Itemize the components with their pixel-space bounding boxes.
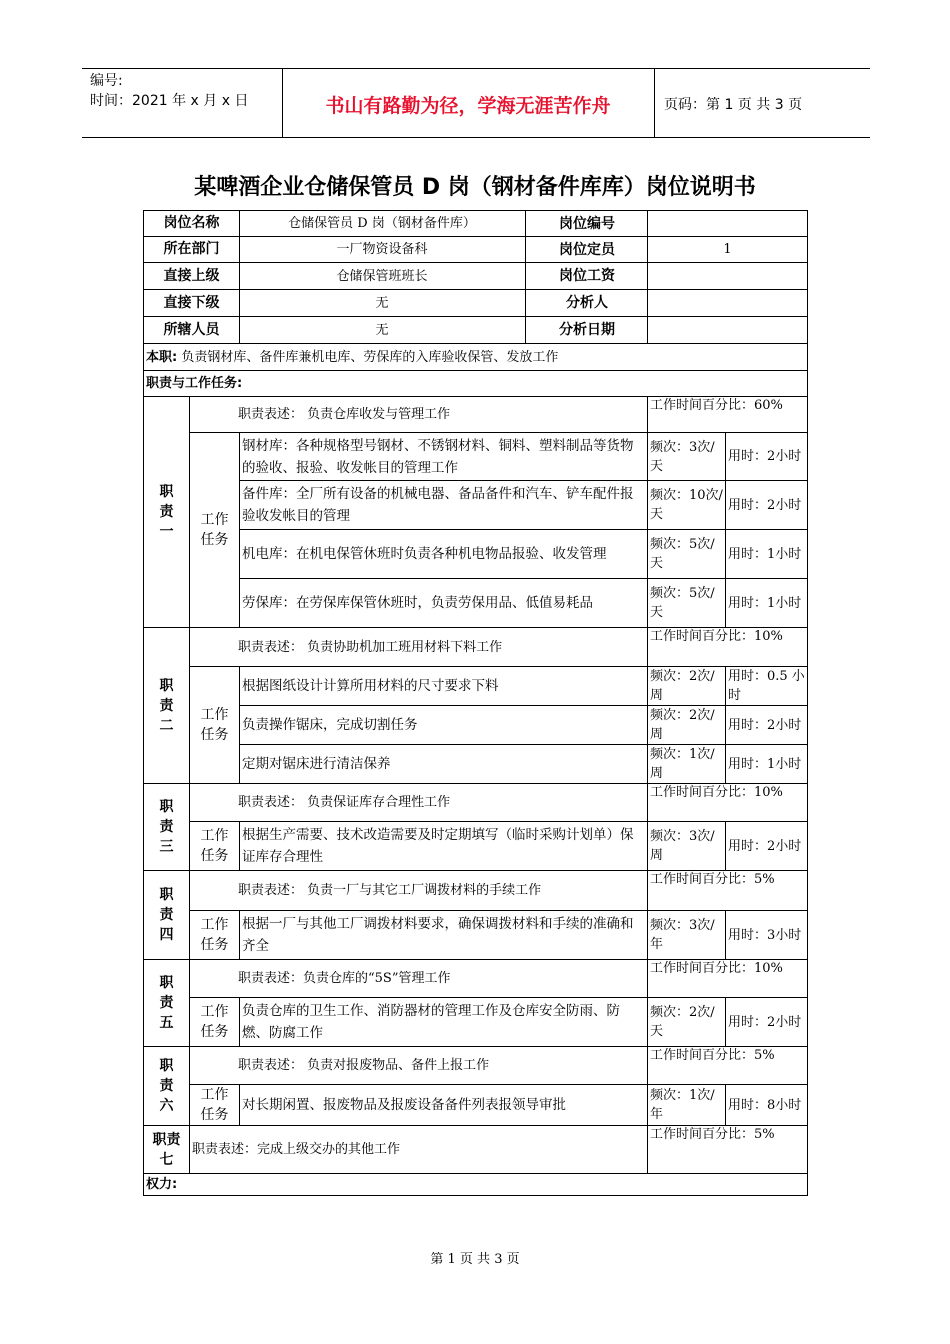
duties-header: 职责与工作任务: — [144, 371, 808, 397]
info-value: 无 — [375, 295, 389, 311]
duty-desc — [190, 1126, 648, 1174]
info-row-1 — [240, 211, 648, 237]
info-label: 所在部门 — [144, 237, 240, 263]
task-text-content: 劳保库：在劳保库保管休班时，负责劳保用品、低值易耗品 — [242, 595, 593, 611]
task-text-content: 负责仓库的卫生工作、消防器材的管理工作及仓库安全防雨、防燃、防腐工作 — [242, 1003, 620, 1041]
task-text — [240, 911, 648, 960]
task-text-content: 根据一厂与其他工厂调拨材料要求，确保调拨材料和手续的准确和齐全 — [242, 916, 634, 954]
task-frequency-text: 频次：2次/周 — [650, 669, 715, 703]
info-value: 仓储保管员 D 岗（钢材备件库） — [288, 215, 476, 231]
info-label: 岗位定员 — [525, 237, 648, 263]
task-text — [240, 433, 648, 481]
task-text — [240, 579, 648, 628]
info-label: 所辖人员 — [144, 317, 240, 344]
task-frequency — [648, 481, 726, 530]
task-duration — [726, 911, 808, 960]
task-duration — [726, 530, 808, 579]
motto: 书山有路勤为径，学海无涯苦作舟 — [325, 95, 611, 117]
duty-time-pct — [648, 1126, 808, 1174]
duty-name-text: 职责三 — [159, 799, 174, 855]
task-frequency — [648, 579, 726, 628]
info-row-4 — [240, 290, 648, 317]
info-label: 岗位编号 — [525, 211, 648, 237]
task-duration-text: 用时：0.5 小时 — [728, 669, 805, 703]
task-text — [240, 1085, 648, 1126]
info-row-3 — [240, 263, 648, 290]
duty-name — [144, 628, 190, 784]
task-duration-text: 用时：2小时 — [728, 717, 802, 733]
duty-desc-text: 职责表述： 负责对报废物品、备件上报工作 — [238, 1058, 490, 1073]
duty-name — [144, 960, 190, 1047]
task-frequency-text: 频次：3次/周 — [650, 829, 715, 863]
duty-name — [144, 397, 190, 628]
info-value — [648, 290, 808, 317]
duty-name — [144, 1047, 190, 1126]
task-frequency — [648, 998, 726, 1047]
info-label: 分析日期 — [525, 317, 648, 344]
task-text-content: 钢材库：各种规格型号钢材、不锈钢材料、铜料、塑料制品等货物的验收、报验、收发帐目的管理工作 — [242, 437, 634, 476]
duty-desc-text: 职责表述： 负责协助机加工班用材料下料工作 — [238, 639, 503, 655]
task-label-text: 工作任务 — [200, 707, 229, 743]
info-value: 一厂物资设备科 — [336, 241, 428, 257]
info-label: 岗位名称 — [144, 211, 240, 237]
duty-time-pct — [648, 397, 808, 433]
duty-time-pct — [648, 871, 808, 911]
duty-name-text: 职责一 — [159, 484, 174, 540]
task-text-content: 根据图纸设计计算所用材料的尺寸要求下料 — [242, 678, 499, 694]
task-duration-text: 用时：8小时 — [728, 1097, 802, 1113]
task-text — [240, 822, 648, 871]
main-duty-label: 本职: — [146, 349, 178, 365]
info-value: 无 — [375, 322, 389, 338]
header-left — [90, 71, 248, 111]
task-duration-text: 用时：2小时 — [728, 449, 802, 464]
task-duration-text: 用时：2小时 — [728, 497, 802, 513]
task-frequency-text: 频次：3次/年 — [650, 918, 715, 952]
task-duration-text: 用时：1小时 — [728, 595, 802, 611]
duty-time-pct-text: 工作时间百分比：10% — [650, 785, 783, 800]
duty-desc — [190, 960, 648, 998]
task-frequency-text: 频次：3次/天 — [650, 439, 715, 474]
task-duration-text: 用时：1小时 — [728, 546, 802, 562]
duty-desc — [190, 397, 648, 433]
task-frequency — [648, 1085, 726, 1126]
task-text — [240, 706, 648, 745]
task-text-content: 对长期闲置、报废物品及报废设备备件列表报领导审批 — [242, 1097, 566, 1113]
task-label-text: 工作任务 — [200, 917, 229, 953]
duty-desc-text: 职责表述： 负责保证库存合理性工作 — [238, 795, 451, 810]
task-label-text: 工作任务 — [200, 512, 229, 548]
duty-time-pct — [648, 628, 808, 667]
task-text-content: 根据生产需要、技术改造需要及时定期填写（临时采购计划单）保证库存合理性 — [242, 827, 634, 865]
duty-name-text: 职责四 — [159, 887, 174, 943]
task-duration — [726, 481, 808, 530]
task-text — [240, 481, 648, 530]
duty-name-text: 职责七 — [152, 1131, 181, 1168]
duty-time-pct-text: 工作时间百分比：5% — [650, 872, 775, 887]
task-duration — [726, 998, 808, 1047]
main-duty-text: 负责钢材库、备件库兼机电库、劳保库的入库验收保管、发放工作 — [181, 349, 559, 365]
task-duration — [726, 667, 808, 706]
info-value — [648, 317, 808, 344]
power-row — [144, 1174, 808, 1196]
task-text-content: 负责操作锯床，完成切割任务 — [242, 717, 418, 733]
task-frequency-text: 频次：1次/周 — [650, 747, 715, 781]
task-duration-text: 用时：2小时 — [728, 1014, 802, 1030]
job-description-table — [143, 210, 808, 1196]
task-label — [190, 998, 240, 1047]
duty-desc-text: 职责表述： 负责一厂与其它工厂调拨材料的手续工作 — [238, 883, 542, 898]
task-duration-text: 用时：1小时 — [728, 756, 802, 772]
task-frequency — [648, 667, 726, 706]
duty-time-pct-text: 工作时间百分比：60% — [650, 398, 783, 413]
info-label: 直接下级 — [144, 290, 240, 317]
task-text — [240, 667, 648, 706]
task-text-content: 备件库：全厂所有设备的机械电器、备品备件和汽车、铲车配件报验收发帐目的管理 — [242, 486, 634, 524]
power-label: 权力: — [146, 1177, 178, 1192]
duty-time-pct-text: 工作时间百分比：5% — [650, 1048, 775, 1063]
duty-time-pct-text: 工作时间百分比：10% — [650, 961, 783, 976]
task-frequency-text: 频次：10次/天 — [650, 488, 723, 522]
task-text — [240, 530, 648, 579]
duty-desc — [190, 628, 648, 667]
info-value: 仓储保管班班长 — [336, 268, 428, 284]
duty-name — [144, 784, 190, 871]
duty-desc — [190, 1047, 648, 1085]
info-value — [648, 211, 808, 237]
task-label — [190, 911, 240, 960]
task-duration — [726, 706, 808, 745]
task-duration — [726, 822, 808, 871]
main-duty-row — [144, 344, 808, 371]
task-duration — [726, 433, 808, 481]
task-frequency-text: 频次：5次/ 天 — [650, 537, 715, 571]
duty-name-text: 职责二 — [159, 677, 174, 734]
page-footer: 第 1 页 共 3 页 — [430, 1252, 520, 1267]
page-number: 页码：第 1 页 共 3 页 — [664, 97, 803, 113]
duty-time-pct-text: 工作时间百分比：10% — [650, 629, 783, 644]
info-row-5 — [240, 317, 648, 344]
task-text — [240, 998, 648, 1047]
date-label: 时间：2021 年 x 月 x 日 — [90, 93, 249, 109]
duty-name — [144, 871, 190, 960]
info-row-2 — [240, 237, 648, 263]
info-label: 直接上级 — [144, 263, 240, 290]
duty-time-pct — [648, 1047, 808, 1085]
task-frequency — [648, 822, 726, 871]
duty-time-pct-text: 工作时间百分比：5% — [650, 1127, 775, 1142]
task-label-text: 工作任务 — [200, 1004, 229, 1040]
duty-desc-text: 职责表述：完成上级交办的其他工作 — [192, 1142, 401, 1157]
duty-desc-text: 职责表述： 负责仓库收发与管理工作 — [238, 407, 451, 422]
duty-name-text: 职责五 — [159, 975, 174, 1031]
task-text — [240, 745, 648, 784]
task-duration-text: 用时：2小时 — [728, 838, 802, 854]
task-label — [190, 667, 240, 784]
task-frequency — [648, 745, 726, 784]
duty-desc-text: 职责表述：负责仓库的“5S”管理工作 — [238, 971, 451, 986]
task-duration — [726, 579, 808, 628]
task-frequency-text: 频次：2次/ 天 — [650, 1005, 715, 1039]
task-frequency — [648, 433, 726, 481]
info-value: 1 — [648, 237, 808, 263]
page-header — [82, 68, 870, 138]
task-label — [190, 433, 240, 628]
task-frequency — [648, 911, 726, 960]
task-frequency-text: 频次：2次/周 — [650, 708, 715, 742]
document-title: 某啤酒企业仓储保管员 D 岗（钢材备件库库）岗位说明书 — [194, 175, 756, 200]
duty-desc — [190, 871, 648, 911]
duty-name-text: 职责六 — [159, 1058, 174, 1114]
header-divider — [654, 69, 655, 137]
task-text-content: 定期对锯床进行清洁保养 — [242, 756, 391, 772]
task-frequency-text: 频次：1次/年 — [650, 1088, 715, 1122]
task-label — [190, 822, 240, 871]
task-text-content: 机电库：在机电保管休班时负责各种机电物品报验、收发管理 — [242, 546, 607, 562]
task-label-text: 工作任务 — [200, 828, 229, 864]
info-label: 岗位工资 — [525, 263, 648, 290]
duty-time-pct — [648, 960, 808, 998]
task-label — [190, 1085, 240, 1126]
task-frequency — [648, 530, 726, 579]
duty-time-pct — [648, 784, 808, 822]
task-frequency-text: 频次：5次/天 — [650, 586, 715, 620]
task-frequency — [648, 706, 726, 745]
task-duration-text: 用时：3小时 — [728, 927, 802, 943]
duty-desc — [190, 784, 648, 822]
number-label: 编号: — [90, 73, 123, 89]
task-label-text: 工作任务 — [200, 1087, 229, 1123]
task-duration — [726, 1085, 808, 1126]
info-label: 分析人 — [525, 290, 648, 317]
task-duration — [726, 745, 808, 784]
info-value — [648, 263, 808, 290]
duty-name — [144, 1126, 190, 1174]
